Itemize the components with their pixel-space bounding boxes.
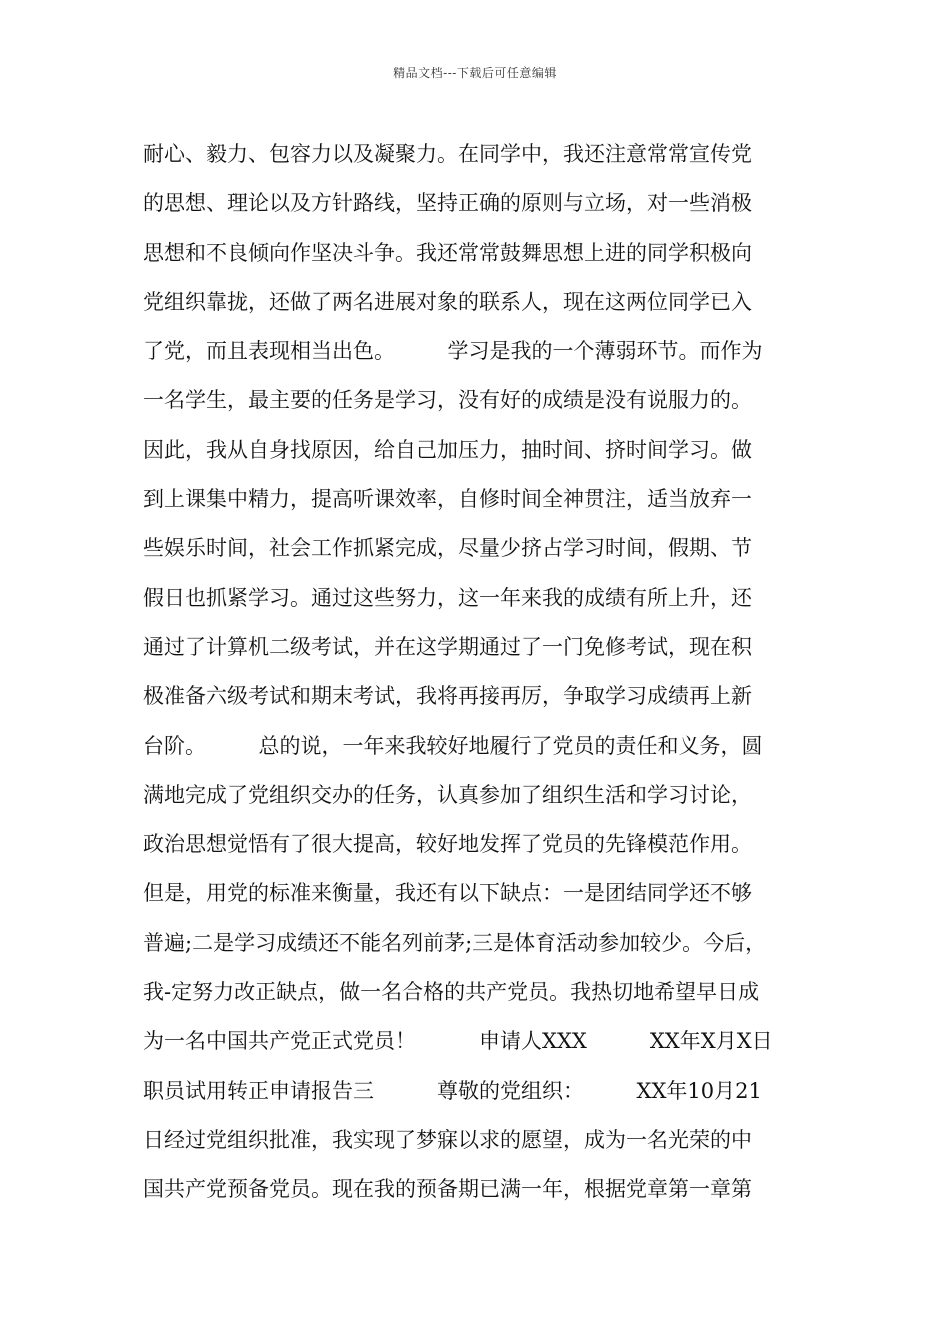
text-line: 极准备六级考试和期末考试，我将再接再厉，争取学习成绩再上新 bbox=[143, 684, 752, 709]
text-line: 通过了计算机二级考试，并在这学期通过了一门免修考试，现在积 bbox=[143, 634, 752, 659]
text-line: 思想和不良倾向作坚决斗争。我还常常鼓舞思想上进的同学积极向 bbox=[143, 240, 752, 265]
text-line: 普遍;二是学习成绩还不能名列前茅;三是体育活动参加较少。今后， bbox=[143, 930, 767, 955]
text-line: 的思想、理论以及方针路线，坚持正确的原则与立场，对一些消极 bbox=[143, 191, 752, 216]
text-line: 假日也抓紧学习。通过这些努力，这一年来我的成绩有所上升，还 bbox=[143, 585, 752, 610]
text-line: 一名学生，最主要的任务是学习，没有好的成绩是没有说服力的。 bbox=[143, 388, 752, 413]
text-line: 了党，而且表现相当出色。 学习是我的一个薄弱环节。而作为 bbox=[143, 339, 763, 364]
text-line: 到上课集中精力，提高听课效率，自修时间全神贯注，适当放弃一 bbox=[143, 487, 752, 512]
text-line: 政治思想觉悟有了很大提高，较好地发挥了党员的先锋模范作用。 bbox=[143, 832, 752, 857]
text-line: 些娱乐时间，社会工作抓紧完成，尽量少挤占学习时间，假期、节 bbox=[143, 536, 752, 561]
text-line: 国共产党预备党员。现在我的预备期已满一年，根据党章第一章第 bbox=[143, 1177, 752, 1202]
page-header: 精品文档---下载后可任意编辑 bbox=[393, 66, 557, 80]
text-line: 日经过党组织批准，我实现了梦寐以求的愿望，成为一名光荣的中 bbox=[143, 1127, 752, 1152]
text-line: 我-定努力改正缺点，做一名合格的共产党员。我热切地希望早日成 bbox=[143, 980, 760, 1005]
document-body bbox=[143, 130, 808, 1215]
text-line: 因此，我从自身找原因，给自己加压力，抽时间、挤时间学习。做 bbox=[143, 437, 752, 462]
text-line: 耐心、毅力、包容力以及凝聚力。在同学中，我还注意常常宣传党 bbox=[143, 142, 752, 166]
text-line: 为一名中国共产党正式党员！ 申请人XXX XX年X月X日 bbox=[143, 1029, 773, 1054]
text-line: 台阶。 总的说，一年来我较好地履行了党员的责任和义务，圆 bbox=[143, 733, 763, 758]
text-line: 职员试用转正申请报告三 尊敬的党组织： XX年10月21 bbox=[143, 1078, 762, 1103]
text-line: 党组织靠拢，还做了两名进展对象的联系人，现在这两位同学已入 bbox=[143, 289, 752, 314]
text-line: 满地完成了党组织交办的任务，认真参加了组织生活和学习讨论， bbox=[143, 782, 752, 807]
text-line: 但是，用党的标准来衡量，我还有以下缺点：一是团结同学还不够 bbox=[143, 881, 752, 906]
